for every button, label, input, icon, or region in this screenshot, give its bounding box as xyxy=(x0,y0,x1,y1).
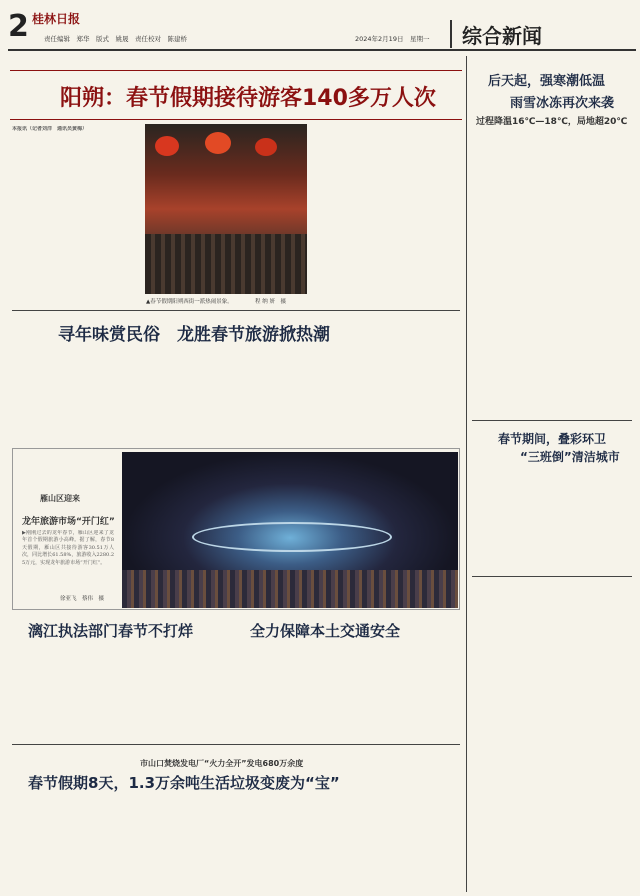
lead-photo-caption: ▲春节假期阳朔西街一派热闹景象。 xyxy=(146,299,233,305)
masthead-rule xyxy=(8,49,636,51)
story5-kicker: 市山口焚烧发电厂“火力全开”发电680万余度 xyxy=(140,759,304,768)
right1-body xyxy=(472,128,632,414)
story5-body xyxy=(12,796,460,892)
newspaper-logo: 桂林日报 xyxy=(32,12,81,26)
story2-body xyxy=(12,348,460,444)
right2-body xyxy=(472,470,632,572)
lead-body-col3 xyxy=(312,126,460,302)
story5-headline: 春节假期8天，1.3万余吨生活垃圾变废为“宝” xyxy=(28,774,340,792)
page-number: 2 xyxy=(8,9,29,44)
story2-headline: 寻年味赏民俗 龙胜春节旅游掀热潮 xyxy=(58,325,330,345)
divider xyxy=(12,310,460,311)
lead-body-col1 xyxy=(12,126,140,302)
right2-subhead: “三班倒”清洁城市 xyxy=(520,450,620,464)
section-title: 综合新闻 xyxy=(450,20,636,48)
issue-date: 2024年2月19日 星期一 xyxy=(355,35,430,43)
right3-body xyxy=(472,582,632,892)
inset-credit: 徐亚飞 蔡伟 摄 xyxy=(60,596,105,602)
lead-headline: 阳朔：春节假期接待游客140多万人次 xyxy=(60,86,436,111)
column-rule xyxy=(466,56,467,892)
editor-credits: 责任编辑 郑华 版式 姚晟 责任校对 陈建桥 xyxy=(44,35,187,43)
right2-headline: 春节期间，叠彩环卫 xyxy=(498,432,607,446)
story3-headline: 漓江执法部门春节不打烊 xyxy=(28,622,194,640)
divider xyxy=(472,576,632,577)
divider xyxy=(12,744,460,745)
story4-body xyxy=(232,642,460,738)
divider xyxy=(472,420,632,421)
inset-label1: 雁山区迎来 xyxy=(40,494,80,503)
lead-photo-credit: 程 纳 妍 摄 xyxy=(255,299,286,305)
right1-subhead: 雨雪冰冻再次来袭 xyxy=(510,96,615,111)
story4-headline: 全力保障本土交通安全 xyxy=(250,622,401,640)
inset-text: ▶刚刚过去的龙年春节，雁山区迎来了龙年首个假期旅游小高峰。据了解，春节8天假期，雁山区共接待游客30.51万人次，同比增长61.58%，旅游收入2280.25万元，实现龙年旅游市场“开门红”。 xyxy=(22,530,114,566)
right1-note: 过程降温16℃—18℃，局地超20℃ xyxy=(476,117,628,127)
inset-label2: 龙年旅游市场“开门红” xyxy=(22,517,115,527)
right1-headline: 后天起，强寒潮低温 xyxy=(488,74,606,89)
masthead xyxy=(0,0,640,50)
lead-byline: 本报讯（记者刘洋 通讯员黄梅） xyxy=(12,126,88,132)
lead-photo xyxy=(145,124,307,294)
lead-headline-band xyxy=(10,70,462,120)
story3-body xyxy=(12,642,227,738)
inset-photo xyxy=(122,452,458,608)
